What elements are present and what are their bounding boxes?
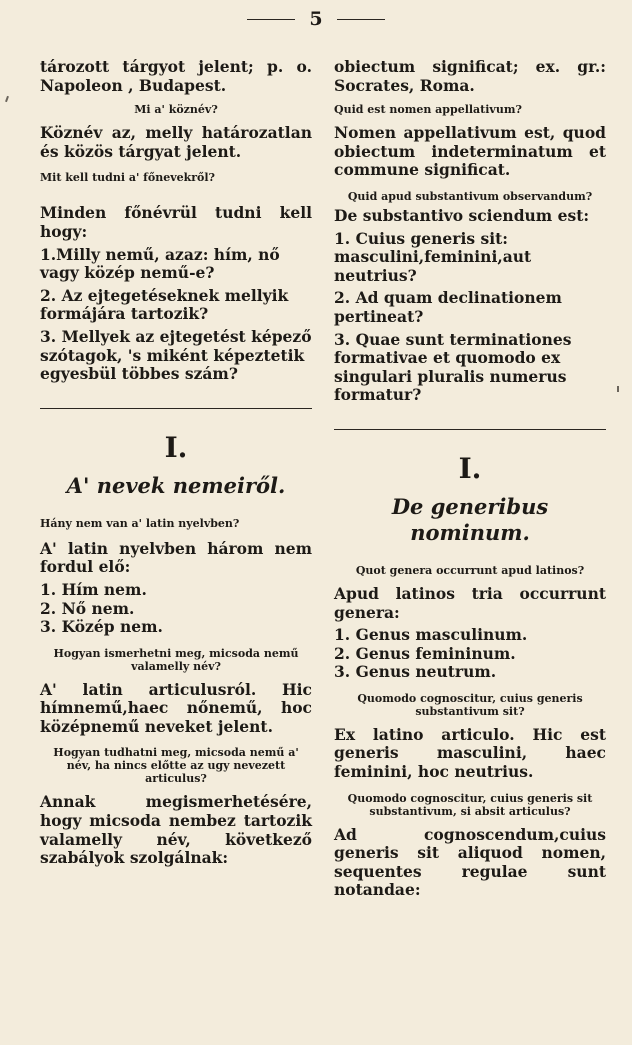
question-heading: Quid apud substantivum observandum?: [347, 189, 593, 203]
question-heading: Quot genera occurrunt apud latinos?: [355, 563, 585, 577]
header-rule-left: [247, 19, 295, 20]
question-heading: Quomodo cognoscitur, cuius generis substantivum sit?: [357, 691, 583, 718]
question-heading: Hogyan ismerhetni meg, micsoda nemű valamelly név?: [53, 646, 299, 673]
paragraph: Nomen appellativum est, quod obiectum indeterminatum et commune significat.: [334, 123, 606, 180]
paragraph: A' latin nyelvben három nem fordul elő:: [40, 538, 312, 577]
list-item: 2. Genus femininum.: [334, 643, 516, 663]
question-heading: Hány nem van a' latin nyelvben?: [40, 516, 240, 530]
paragraph: A' latin articulusról. Hic hímnemű,haec nőnemű, hoc középnemű neveket jelent.: [40, 679, 312, 736]
margin-mark: [5, 96, 9, 102]
list-item: 1.Milly nemű, azaz: hím, nő vagy közép nemű-e?: [40, 244, 280, 283]
latin-column: [334, 58, 606, 900]
page-header: [0, 6, 632, 32]
section-number: I.: [458, 451, 482, 485]
paragraph: tározott tárgyot jelent; p. o. Napoleon , Budapest.: [40, 57, 312, 95]
header-rule-right: [337, 19, 385, 20]
page-number: 5: [309, 8, 323, 30]
list-item: 3. Mellyek az ejtegetést képező szótagok, 's miként képeztetik egyesbül többes szám?: [40, 326, 312, 384]
list-item: 3. Genus neutrum.: [334, 662, 497, 682]
paragraph: Ad cognoscendum,cuius generis sit aliquod nomen, sequentes regulae sunt notandae:: [334, 824, 606, 900]
section-number: I.: [164, 430, 188, 464]
paragraph: Ex latino articulo. Hic est generis masculini, haec feminini, hoc neutrius.: [334, 724, 606, 782]
question-heading: Mi a' köznév?: [134, 103, 218, 117]
question-heading: Mit kell tudni a' főnevekről?: [40, 171, 216, 185]
list-item: 1. Hím nem.: [40, 579, 147, 599]
question-heading: Quid est nomen appellativum?: [334, 103, 522, 117]
section-title: De generibus nominum.: [391, 493, 549, 545]
question-heading: Quomodo cognoscitur, cuius generis sit substantivum, si absit articulus?: [347, 791, 593, 818]
list-item: 2. Nő nem.: [40, 598, 135, 618]
hungarian-column: [40, 58, 312, 868]
list-item: 2. Az ejtegetéseknek mellyik formájára tartozik?: [40, 285, 289, 324]
paragraph: Minden főnévrül tudni kell hogy:: [40, 203, 312, 241]
paragraph: Annak megismerhetésére, hogy micsoda nembez tartozik valamelly név, következő szabályok szolgálnak:: [40, 792, 312, 868]
paragraph: Apud latinos tria occurrunt genera:: [334, 583, 606, 622]
margin-mark: [617, 386, 619, 392]
list-item: 1. Cuius generis sit: masculini,feminini,aut neutrius?: [334, 228, 532, 285]
list-item: 3. Quae sunt terminationes formativae et quomodo ex singulari pluralis numerus formatur?: [334, 329, 572, 405]
section-title: A' nevek nemeiről.: [66, 472, 286, 498]
paragraph: De substantivo sciendum est:: [334, 205, 590, 225]
paragraph: obiectum significat; ex. gr.: Socrates, Roma.: [334, 57, 606, 95]
question-heading: Hogyan tudhatni meg, micsoda nemű a' név, ha nincs előtte az ugy nevezett articulus?: [53, 746, 299, 786]
list-item: 1. Genus masculinum.: [334, 625, 528, 645]
list-item: 2. Ad quam declinationem pertineat?: [334, 288, 562, 326]
list-item: 3. Közép nem.: [40, 617, 163, 637]
paragraph: Köznév az, melly határozatlan és közös tárgyat jelent.: [40, 123, 312, 161]
